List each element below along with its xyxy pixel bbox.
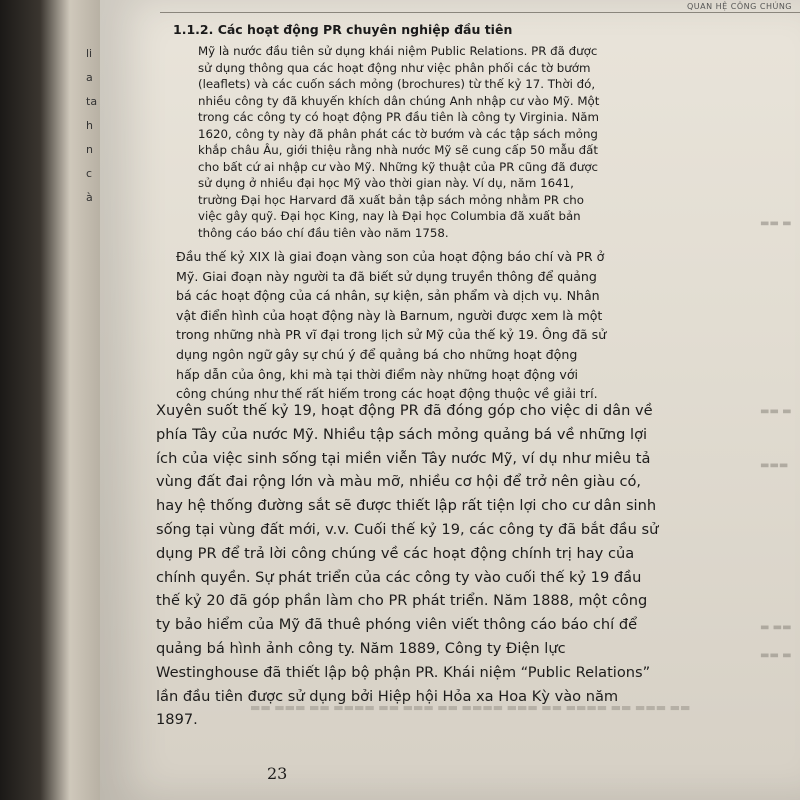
text-line: công chúng như thế rất hiếm trong các hoạt động thuộc về giải trí. xyxy=(176,386,598,402)
text-line: quảng bá hình ảnh công ty. Năm 1889, Công ty Điện lực xyxy=(156,639,566,657)
text-line: Westinghouse đã thiết lập bộ phận PR. Khái niệm “Public Relations” xyxy=(156,663,651,681)
text-line: thông cáo báo chí đầu tiên vào năm 1758. xyxy=(198,225,449,240)
text-line: chính quyền. Sự phát triển của các công ty vào cuối thế kỷ 19 đầu xyxy=(156,568,642,586)
text-line: sử dụng thông qua các hoạt động như việc phân phối các tờ bướm xyxy=(198,60,591,75)
text-line: nhiều công ty đã khuyến khích dân chúng Anh nhập cư vào Mỹ. Một xyxy=(198,93,600,108)
text-line: bá các hoạt động của cá nhân, sự kiện, sản phẩm và dịch vụ. Nhân xyxy=(176,288,600,304)
previous-page-edge xyxy=(0,0,100,800)
section-title: 1.1.2. Các hoạt động PR chuyên nghiệp đầu tiên xyxy=(173,22,513,37)
paragraph-2 xyxy=(176,247,606,404)
text-line: (leaflets) và các cuốn sách mỏng (brochures) từ thế kỷ 17. Thời đó, xyxy=(198,77,596,91)
previous-page-fragment: li xyxy=(86,48,93,60)
previous-page-fragment: à xyxy=(86,192,93,204)
page-number: 23 xyxy=(267,764,288,783)
running-header: QUAN HỆ CÔNG CHÚNG xyxy=(686,2,792,11)
text-line: cho bất cứ ai nhập cư vào Mỹ. Những kỹ thuật của PR cũng đã được xyxy=(198,159,599,174)
header-rule xyxy=(160,12,800,13)
text-line: trong các công ty có hoạt động PR đầu tiên là công ty Virginia. Năm xyxy=(198,110,599,124)
show-through-text: ▬▬ ▬▬▬ ▬▬ ▬▬▬▬ ▬▬ ▬▬▬ ▬▬ ▬▬▬▬ ▬▬▬ ▬▬ ▬▬▬▬ ▬▬ ▬▬▬ ▬▬ xyxy=(250,701,691,714)
text-line: sống tại vùng đất mới, v.v. Cuối thế kỷ 19, các công ty đã bắt đầu sử xyxy=(156,520,659,538)
text-line: sử dụng ở nhiều đại học Mỹ vào thời gian này. Ví dụ, năm 1641, xyxy=(198,176,574,190)
text-line: dụng PR để trả lời công chúng về các hoạt động chính trị hay của xyxy=(156,544,635,562)
previous-page-fragment: c xyxy=(86,168,93,180)
paragraph-1 xyxy=(198,43,599,241)
text-line: lần đầu tiên được sử dụng bởi Hiệp hội Hỏa xa Hoa Kỳ vào năm xyxy=(156,687,619,705)
text-line: 1897. xyxy=(156,711,198,729)
show-through-text: ▬▬ ▬ xyxy=(760,650,792,661)
text-line: phía Tây của nước Mỹ. Nhiều tập sách mỏng quảng bá về những lợi xyxy=(156,425,648,443)
show-through-text: ▬▬ ▬ xyxy=(760,406,792,417)
show-through-text: ▬ ▬▬ xyxy=(760,622,792,633)
previous-page-fragment: a xyxy=(86,72,93,84)
show-through-text: ▬▬▬ xyxy=(760,460,789,471)
book-page xyxy=(100,0,800,800)
text-line: Mỹ. Giai đoạn này người ta đã biết sử dụng truyền thông để quảng xyxy=(176,268,597,284)
paragraph-3 xyxy=(156,399,658,732)
text-line: Xuyên suốt thế kỷ 19, hoạt động PR đã đóng góp cho việc di dân về xyxy=(156,402,653,419)
text-line: dụng ngôn ngữ gây sự chú ý để quảng bá cho những hoạt động xyxy=(176,346,578,362)
text-line: Mỹ là nước đầu tiên sử dụng khái niệm Public Relations. PR đã được xyxy=(198,44,598,58)
text-line: 1620, công ty này đã phân phát các tờ bướm và các tập sách mỏng xyxy=(198,126,598,141)
text-line: hấp dẫn của ông, khi mà tại thời điểm này những hoạt động với xyxy=(176,366,579,382)
text-line: khắp châu Âu, giới thiệu rằng nhà nước Mỹ sẽ cung cấp 50 mẫu đất xyxy=(198,143,598,157)
text-line: trường Đại học Harvard đã xuất bản tập sách mỏng nhằm PR cho xyxy=(198,192,584,207)
text-line: hay hệ thống đường sắt sẽ được thiết lập rất tiện lợi cho cư dân sinh xyxy=(156,497,657,515)
text-line: vùng đất đai rộng lớn và màu mỡ, nhiều cơ hội để trở nên giàu có, xyxy=(156,473,642,491)
previous-page-fragment: ta xyxy=(86,96,98,108)
text-line: việc gây quỹ. Đại học King, nay là Đại học Columbia đã xuất bản xyxy=(198,209,581,223)
text-line: ích của việc sinh sống tại miền viễn Tây nước Mỹ, ví dụ như miêu tả xyxy=(156,449,651,467)
text-line: trong những nhà PR vĩ đại trong lịch sử Mỹ của thế kỷ 19. Ông đã sử xyxy=(176,327,607,343)
previous-page-fragment: n xyxy=(86,144,93,156)
text-line: Đầu thế kỷ XIX là giai đoạn vàng son của hoạt động báo chí và PR ở xyxy=(176,249,605,264)
show-through-text: ▬▬ ▬ xyxy=(760,218,792,229)
text-line: ty bảo hiểm của Mỹ đã thuê phóng viên viết thông cáo báo chí để xyxy=(156,616,638,634)
text-line: thế kỷ 20 đã góp phần làm cho PR phát triển. Năm 1888, một công xyxy=(156,592,648,610)
previous-page-fragment: h xyxy=(86,120,93,132)
text-line: vật điển hình của hoạt động này là Barnum, người được xem là một xyxy=(176,307,603,323)
